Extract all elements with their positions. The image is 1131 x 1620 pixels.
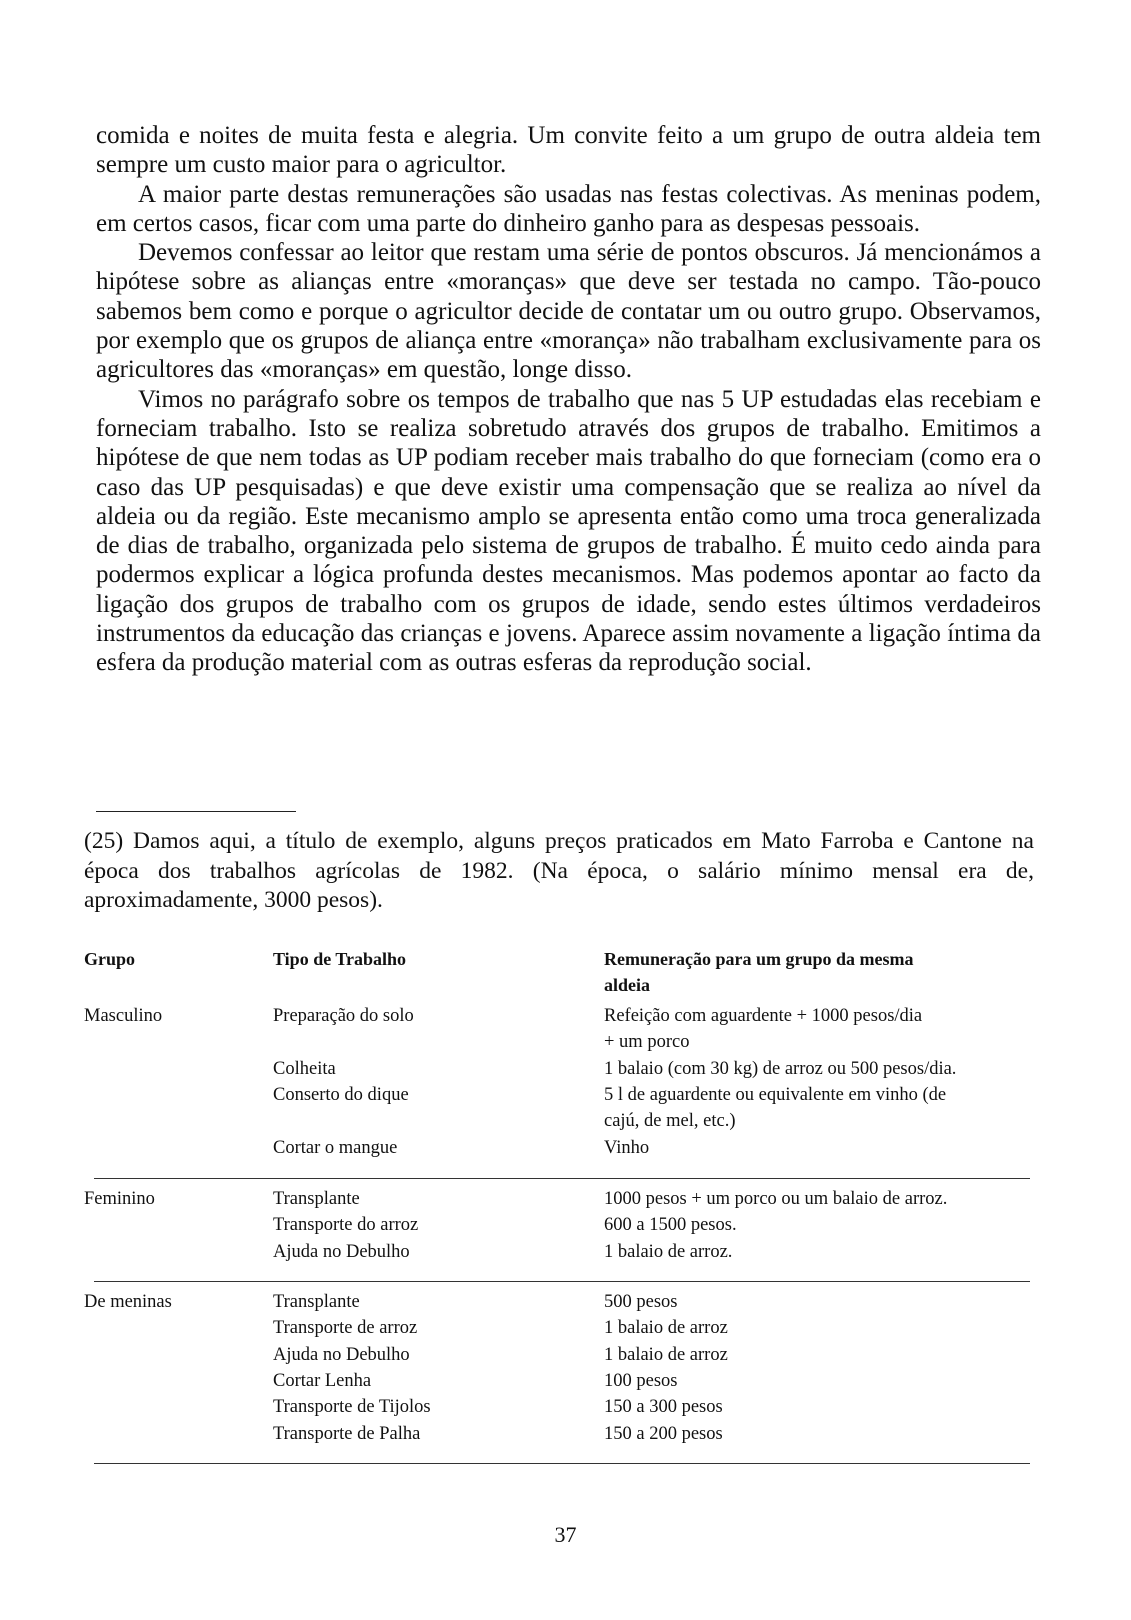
footnote-text: (25) Damos aqui, a título de exemplo, alguns preços praticados em Mato Farroba e Cantone na época dos trabalhos agrícolas de 1982. (Na época, o salário mínimo mensal era de, aproximadamente, 3000 pesos). [84,828,1034,913]
work-type: Transporte do arroz [273,1215,419,1235]
paragraph: Devemos confessar ao leitor que restam uma série de pontos obscuros. Já mencionámos a hipótese sobre as alianças entre «moranças» que deve ser testada no campo. Tão-pouco sabemos bem como e porque o agricultor decide de contatar um ou outro grupo. Observamos, por exemplo que os grupos de aliança entre «morança» não trabalham exclusivamente para os agricultores das «moranças» em questão, longe disso. [96,239,1041,384]
pay-value: 1 balaio de arroz. [604,1242,733,1262]
work-type: Conserto do dique [273,1085,409,1105]
pay-value: + um porco [604,1032,690,1052]
pay-value: cajú, de mel, etc.) [604,1111,736,1131]
work-type: Transplante [273,1292,360,1312]
pay-value: 600 a 1500 pesos. [604,1215,737,1235]
work-type: Preparação do solo [273,1006,414,1026]
work-type: Ajuda no Debulho [273,1345,410,1365]
pay-value: 150 a 300 pesos [604,1397,723,1417]
work-type: Transporte de Tijolos [273,1397,431,1417]
row-divider [94,1281,1030,1282]
group-label: De meninas [84,1292,172,1312]
pay-value: 1 balaio de arroz [604,1345,728,1365]
work-type: Transporte de arroz [273,1318,418,1338]
work-type: Ajuda no Debulho [273,1242,410,1262]
paragraph: A maior parte destas remunerações são usadas nas festas colectivas. As meninas podem, em certos casos, ficar com uma parte do dinheiro ganho para as despesas pessoais. [96,180,1041,237]
pay-value: 1000 pesos + um porco ou um balaio de arroz. [604,1189,948,1209]
header-tipo-de-trabalho: Tipo de Trabalho [273,949,407,969]
page-number: 37 [554,1522,577,1547]
pay-value: 1 balaio de arroz [604,1318,728,1338]
paragraph: comida e noites de muita festa e alegria. Um convite feito a um grupo de outra aldeia tem sempre um custo maior para o agricultor. [96,122,1041,179]
work-type: Cortar Lenha [273,1371,372,1391]
work-type: Transplante [273,1189,360,1209]
pay-value: 500 pesos [604,1292,678,1312]
paragraph: Vimos no parágrafo sobre os tempos de trabalho que nas 5 UP estudadas elas recebiam e forneciam trabalho. Isto se realiza sobretudo através dos grupos de trabalho. Emitimos a hipótese de que nem todas as UP podiam receber mais trabalho do que forneciam (como era o caso das UP pesquisadas) e que deve existir uma compensação que se realiza ao nível da aldeia ou da região. Este mecanismo amplo se apresenta então como uma troca generalizada de dias de trabalho, organizada pelo sistema de grupos de trabalho. É muito cedo ainda para podermos explicar a lógica profunda destes mecanismos. Mas podemos apontar ao facto da ligação dos grupos de trabalho com os grupos de idade, sendo estes últimos verdadeiros instrumentos da educação das crianças e jovens. Aparece assim novamente a ligação íntima da esfera da produção material com as outras esferas da reprodução social. [96,385,1041,677]
pay-value: Refeição com aguardente + 1000 pesos/dia [604,1006,923,1026]
group-label: Feminino [84,1189,155,1209]
work-type: Colheita [273,1059,336,1079]
work-type: Transporte de Palha [273,1424,421,1444]
row-divider [94,1463,1030,1464]
pay-value: Vinho [604,1138,650,1158]
body-text [96,121,1041,678]
work-type: Cortar o mangue [273,1138,398,1158]
pay-value: 150 a 200 pesos [604,1424,723,1444]
header-remuneracao: Remuneração para um grupo da mesma aldeia [604,949,914,995]
pay-value: 1 balaio (com 30 kg) de arroz ou 500 pesos/dia. [604,1059,957,1079]
group-label: Masculino [84,1006,163,1026]
footnote-separator [96,811,296,812]
header-grupo: Grupo [84,949,136,969]
pay-value: 100 pesos [604,1371,678,1391]
row-divider [94,1178,1030,1179]
pay-value: 5 l de aguardente ou equivalente em vinho (de [604,1085,947,1105]
